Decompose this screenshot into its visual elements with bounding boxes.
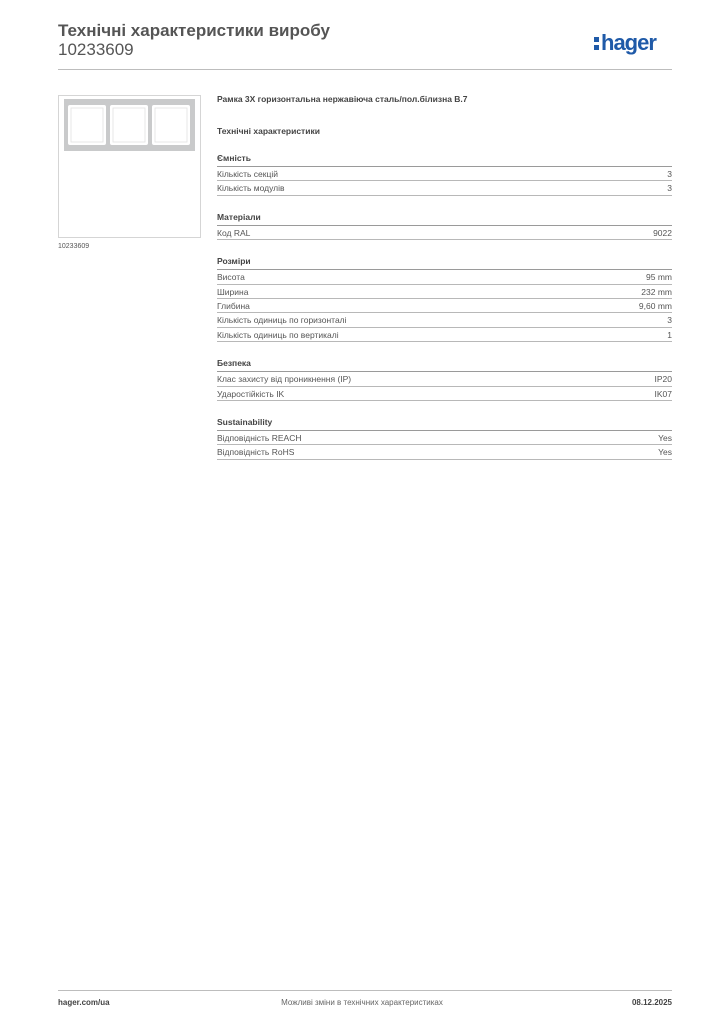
spec-label: Ударостійкість IK: [217, 388, 285, 399]
frame-window-3: [152, 105, 190, 145]
spec-row: [217, 181, 672, 195]
spec-value: 3: [667, 183, 672, 194]
spec-group: [217, 417, 672, 460]
product-code: 10233609: [58, 40, 134, 59]
spec-label: Кількість модулів: [217, 183, 285, 194]
spec-row: [217, 299, 672, 313]
spec-row: [217, 431, 672, 445]
spec-label: Клас захисту від проникнення (IP): [217, 374, 352, 385]
spec-label: Кількість секцій: [217, 169, 278, 179]
spec-value: 95 mm: [646, 272, 672, 283]
spec-label: Відповідність REACH: [217, 432, 302, 443]
spec-group-title: Матеріали: [217, 212, 672, 226]
spec-value: 9022: [653, 227, 672, 238]
header-divider: [58, 69, 672, 70]
spec-label: Ширина: [217, 286, 249, 297]
footer-website: hager.com/ua: [58, 998, 110, 1007]
hager-logo: [592, 26, 676, 60]
spec-label: Висота: [217, 272, 245, 283]
frame-window-2: [110, 105, 148, 145]
spec-group: [217, 256, 672, 342]
spec-value: 232 mm: [641, 286, 672, 297]
spec-row: [217, 167, 672, 181]
spec-row: [217, 328, 672, 342]
spec-value: 3: [667, 315, 672, 326]
spec-label: Кількість одиниць по вертикалі: [217, 329, 339, 340]
spec-group: [217, 358, 672, 401]
spec-row: [217, 226, 672, 240]
product-name: Рамка 3X горизонтальна нержавіюча сталь/пол.білизна B.7: [217, 94, 468, 104]
spec-value: IP20: [654, 374, 672, 385]
spec-label: Глибина: [217, 300, 250, 311]
spec-value: 9,60 mm: [638, 300, 672, 311]
spec-value: Yes: [658, 447, 672, 458]
spec-value: IK07: [654, 388, 672, 399]
logo-dot-bottom: [594, 45, 599, 50]
spec-label: Кількість одиниць по горизонталі: [217, 315, 347, 326]
spec-content: [217, 93, 672, 460]
spec-row: [217, 313, 672, 327]
footer-disclaimer: Можливі зміни в технічних характеристиках: [281, 998, 443, 1007]
spec-group-title: Ємність: [217, 153, 672, 167]
spec-value: 1: [667, 329, 672, 340]
footer-divider: [58, 990, 672, 991]
product-image: [58, 95, 201, 238]
image-caption: 10233609: [58, 243, 90, 250]
spec-label: Код RAL: [217, 227, 251, 238]
spec-value: Yes: [658, 432, 672, 443]
spec-group-title: Безпека: [217, 358, 672, 372]
section-title: Технічні характеристики: [217, 126, 320, 136]
page-title: Технічні характеристики виробу: [58, 21, 330, 40]
spec-group-title: Розміри: [217, 256, 672, 270]
footer-date: 08.12.2025: [631, 998, 672, 1007]
spec-group: [217, 153, 672, 196]
spec-row: [217, 285, 672, 299]
spec-group-title: Sustainability: [217, 417, 672, 431]
spec-label: Відповідність RoHS: [217, 447, 295, 458]
spec-row: [217, 387, 672, 401]
spec-row: [217, 445, 672, 459]
spec-row: [217, 372, 672, 386]
frame-3x-illustration: [59, 96, 200, 237]
spec-groups: [217, 153, 672, 460]
spec-value: 3: [667, 169, 672, 179]
spec-row: [217, 270, 672, 284]
frame-window-1: [68, 105, 106, 145]
spec-group: [217, 212, 672, 240]
logo-text: hager: [601, 30, 656, 55]
logo-dot-top: [594, 37, 599, 42]
